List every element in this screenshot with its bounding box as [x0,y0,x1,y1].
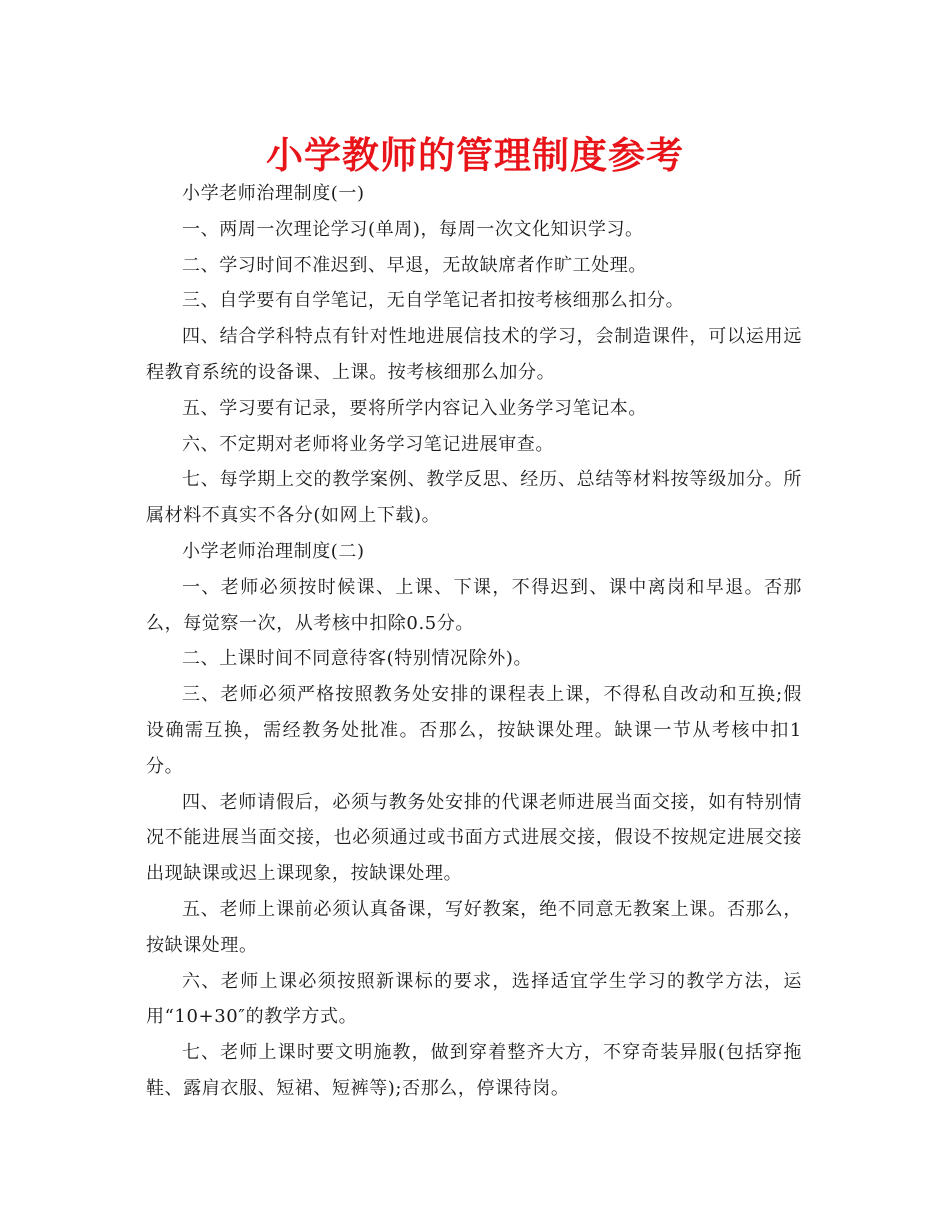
paragraph: 六、不定期对老师将业务学习笔记进展审查。 [182,433,554,455]
paragraph: 四、老师请假后，必须与教务处安排的代课老师进展当面交接，如有特别情况不能进展当面交接，也必须通过或书面方式进展交接，假设不按规定进展交接出现缺课或迟上课现象，按缺课处理。 [146,791,802,885]
document-title: 小学教师的管理制度参考 [266,134,684,177]
paragraph: 一、两周一次理论学习(单周)，每周一次文化知识学习。 [182,218,644,240]
paragraph: 五、学习要有记录，要将所学内容记入业务学习笔记本。 [182,397,647,419]
paragraph: 二、上课时间不同意待客(特别情况除外)。 [182,648,533,670]
paragraph: 七、每学期上交的教学案例、教学反思、经历、总结等材料按等级加分。所属材料不真实不各分(如网上下载)。 [146,469,802,527]
paragraph: 三、自学要有自学笔记，无自学笔记者扣按考核细那么扣分。 [182,290,685,312]
paragraph: 三、老师必须严格按照教务处安排的课程表上课，不得私自改动和互换;假设确需互换，需经教务处批准。否那么，按缺课处理。缺课一节从考核中扣1分。 [146,684,802,777]
paragraph: 五、老师上课前必须认真备课，写好教案，绝不同意无教案上课。否那么，按缺课处理。 [146,898,802,956]
document-body [146,176,802,1107]
paragraph: 小学老师治理制度(一) [182,183,365,204]
paragraph: 二、学习时间不准迟到、早退，无故缺席者作旷工处理。 [182,254,647,276]
paragraph: 小学老师治理制度(二) [182,540,365,562]
paragraph: 六、老师上课必须按照新课标的要求，选择适宜学生学习的教学方法，运用“10+30″的教学方式。 [146,970,802,1028]
paragraph: 四、结合学科特点有针对性地进展信技术的学习，会制造课件，可以运用远程教育系统的设备课、上课。按考核细那么加分。 [146,326,802,383]
paragraph: 一、老师必须按时候课、上课、下课，不得迟到、课中离岗和早退。否那么，每觉察一次，从考核中扣除0.5分。 [146,576,802,634]
paragraph: 七、老师上课时要文明施教，做到穿着整齐大方，不穿奇装异服(包括穿拖鞋、露肩衣服、短裙、短裤等);否那么，停课待岗。 [146,1042,802,1099]
